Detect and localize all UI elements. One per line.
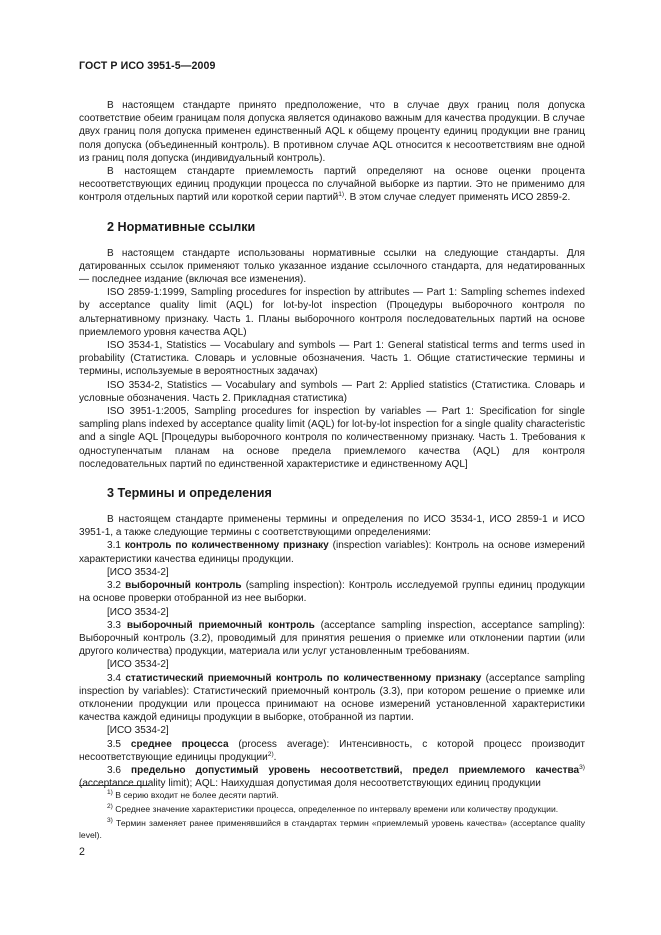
- term-3-5: 3.5 среднее процесса (process average): Интенсивность, с которой процесс производит несоответствующие единицы продукции$^{2)}$.: [79, 738, 585, 763]
- section-3-heading: 3 Термины и определения: [107, 486, 272, 501]
- term-source: [ИСО 3534-2]: [107, 566, 169, 578]
- intro-paragraph-1: В настоящем стандарте принято предположение, что в случае двух границ поля допуска соответствие обеим границам поля допуска является одинаково важным для качества продукции. В случае двух границ поля допуска применен единственный AQL к общему проценту единиц продукции вне границ поля допуска (объединенный контроль). В противном случае AQL относится к несоответствиям вне одной из границ поля допуска (индивидуальный контроль).: [79, 100, 585, 164]
- term-name: среднее процесса: [130, 738, 229, 750]
- main-content: [79, 99, 585, 790]
- term-3-2: 3.2 выборочный контроль (sampling inspection): Контроль исследуемой группы единиц продукции на основе проверки отобранной из нее выборки.: [79, 580, 585, 605]
- term-name: статистический приемочный контроль по количественному признаку: [125, 672, 482, 684]
- term-name: выборочный приемочный контроль: [126, 619, 315, 631]
- section-3-intro: В настоящем стандарте применены термины и определения по ИСО 3534-1, ИСО 2859-1 и ИСО 3951-1, а также следующие термины с соответствующими определениями:: [79, 514, 585, 539]
- term-name: выборочный контроль: [125, 580, 242, 592]
- footnote: $^{1)}$ В серию входит не более десяти партий.: [107, 789, 279, 800]
- term-name: предельно допустимый уровень несоответствий, предел приемлемого качества: [131, 764, 580, 776]
- footnote-ref-2[interactable]: 2): [267, 750, 274, 758]
- section-2-heading: 2 Нормативные ссылки: [107, 219, 256, 234]
- term-3-1: 3.1 контроль по количественному признаку (inspection variables): Контроль на основе измерений характеристики качества единицы продукции.: [79, 540, 585, 565]
- term-source: [ИСО 3534-2]: [107, 606, 169, 618]
- normative-reference: ISO 2859-1:1999, Sampling procedures for inspection by attributes — Part 1: Sampling schemes indexed by acceptance quality limit (AQL) for lot-by-lot inspection (Процедуры выборочного контроля по альтернативному признаку. Часть 1. Планы выборочного контроля последовательных партий на основе приемлемого уровня качества AQL): [79, 287, 585, 338]
- term-3-6: 3.6 предельно допустимый уровень несоответствий, предел приемлемого качества$^{3)}$ (acceptance quality limit); AQL: Наихудшая допустимая доля несоответствующих единиц продукции: [79, 763, 585, 790]
- footnote: $^{2)}$ Среднее значение характеристики процесса, определенное по интервалу времени или количеству продукции.: [107, 803, 559, 815]
- running-header: ГОСТ Р ИСО 3951-5—2009: [79, 60, 216, 72]
- section-2-intro: В настоящем стандарте использованы нормативные ссылки на следующие стандарты. Для датированных ссылок применяют только указанное издание ссылочного стандарта, для недатированных — последнее издание (включая все изменения).: [79, 247, 585, 286]
- footnote-ref-3[interactable]: 3): [579, 763, 585, 771]
- footnote-separator: [79, 785, 149, 786]
- term-source: [ИСО 3534-2]: [107, 659, 169, 671]
- term-3-4: 3.4 статистический приемочный контроль по количественному признаку (acceptance sampling inspection by variables): Статистический приемочный контроль (3.3), при котором решение о приемке или отклонении продукции или процесса принимают на основе измерений установленной характеристики качества каждой единицы продукции в выборке, отобранной из партии.: [79, 672, 585, 724]
- normative-reference: ISO 3951-1:2005, Sampling procedures for inspection by variables — Part 1: Specification for single sampling plans indexed by acceptance quality limit (AQL) for lot-by-lot inspection for a single quality characteristic and a single AQL [Процедуры выборочного контроля по количественному признаку. Часть 1. Требования к одноступенчатым планам на основе предела приемлемого качества (AQL) для контроля последовательных партий по единственной характеристике и единственному AQL]: [79, 406, 585, 470]
- normative-reference: ISO 3534-2, Statistics — Vocabulary and symbols — Part 2: Applied statistics (Статистика. Словарь и условные обозначения. Часть 2. Прикладная статистика): [79, 379, 585, 404]
- footnote: $^{3)}$ Термин заменяет ранее применявшийся в стандартах термин «приемлемый уровень качества» (acceptance quality level).: [79, 817, 585, 840]
- term-3-3: 3.3 выборочный приемочный контроль (acceptance sampling inspection, acceptance sampling): Выборочный контроль (3.2), проводимый для принятия решения о приемке или отклонении партии (или другого количества) продукции, материала или услуг установленным требованиям.: [79, 619, 585, 658]
- normative-reference: ISO 3534-1, Statistics — Vocabulary and symbols — Part 1: General statistical terms and terms used in probability (Статистика. Словарь и условные обозначения. Часть 1. Общие статистические термины и термины, используемые в вероятностных задачах): [79, 340, 585, 378]
- intro-paragraph-2: В настоящем стандарте приемлемость партий определяют на основе оценки процента несоответствующих единиц продукции процесса по случайной выборке из партии. Это не применимо для контроля отдельных партий или короткой серии партий$^{1)}$. В этом случае следует применять ИСО 2859-2.: [79, 166, 585, 204]
- page-number: 2: [79, 846, 85, 858]
- term-source: [ИСО 3534-2]: [107, 725, 169, 737]
- footnote-ref-1[interactable]: 1): [338, 191, 345, 199]
- term-name: контроль по количественному признаку: [124, 540, 329, 552]
- footnotes: [79, 790, 585, 844]
